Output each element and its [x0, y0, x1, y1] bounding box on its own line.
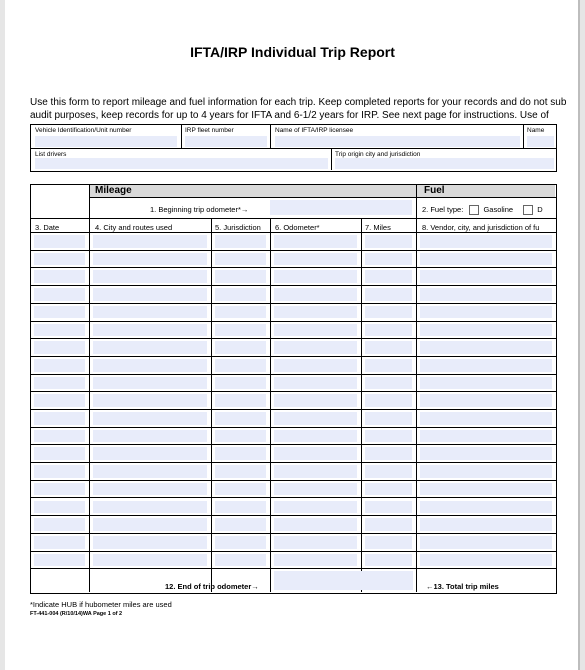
jurisdiction-cell[interactable]	[215, 270, 266, 283]
vehicle-id-field[interactable]	[35, 136, 177, 147]
form-id: FT-441-004 (R/10/14)WA Page 1 of 2	[30, 611, 123, 617]
miles-cell[interactable]	[365, 465, 412, 478]
origin-field[interactable]	[335, 158, 554, 169]
fuel-type-label: 2. Fuel type:	[422, 205, 464, 214]
miles-cell[interactable]	[365, 341, 412, 354]
total-miles-cell[interactable]	[365, 571, 412, 590]
odometer-cell[interactable]	[274, 554, 357, 567]
intro-line-1: Use this form to report mileage and fuel information for each trip. Keep completed reports for your records and do not sub	[30, 97, 567, 108]
city-routes-cell[interactable]	[93, 270, 207, 283]
odometer-cell[interactable]	[274, 341, 357, 354]
date-cell[interactable]	[34, 501, 85, 514]
date-cell[interactable]	[34, 554, 85, 567]
date-cell[interactable]	[34, 235, 85, 248]
vendor-cell[interactable]	[420, 359, 552, 372]
date-cell[interactable]	[34, 306, 85, 319]
city-routes-cell[interactable]	[93, 341, 207, 354]
odometer-cell[interactable]	[274, 235, 357, 248]
col-odometer: 6. Odometer*	[275, 223, 320, 232]
miles-cell[interactable]	[365, 253, 412, 266]
end-odometer-label: 12. End of trip odometer→	[165, 582, 259, 591]
col-jurisdiction: 5. Jurisdiction	[215, 223, 261, 232]
vendor-cell[interactable]	[420, 341, 552, 354]
date-cell[interactable]	[34, 394, 85, 407]
vendor-cell[interactable]	[420, 536, 552, 549]
miles-cell[interactable]	[365, 501, 412, 514]
odometer-cell[interactable]	[274, 253, 357, 266]
jurisdiction-cell[interactable]	[215, 430, 266, 443]
city-routes-cell[interactable]	[93, 377, 207, 390]
page-title: IFTA/IRP Individual Trip Report	[190, 44, 395, 60]
date-cell[interactable]	[34, 341, 85, 354]
vendor-cell[interactable]	[420, 306, 552, 319]
miles-cell[interactable]	[365, 447, 412, 460]
date-cell[interactable]	[34, 465, 85, 478]
vendor-cell[interactable]	[420, 253, 552, 266]
date-cell[interactable]	[34, 536, 85, 549]
vendor-cell[interactable]	[420, 518, 552, 531]
vendor-cell[interactable]	[420, 377, 552, 390]
footnote: *Indicate HUB if hubometer miles are used	[30, 600, 172, 609]
city-routes-cell[interactable]	[93, 306, 207, 319]
diesel-checkbox[interactable]	[523, 205, 533, 215]
col-date: 3. Date	[35, 223, 60, 232]
odometer-cell[interactable]	[274, 430, 357, 443]
miles-cell[interactable]	[365, 306, 412, 319]
gasoline-label: Gasoline	[483, 205, 514, 214]
jurisdiction-cell[interactable]	[215, 518, 266, 531]
odometer-cell[interactable]	[274, 270, 357, 283]
city-routes-cell[interactable]	[93, 554, 207, 567]
drivers-field[interactable]	[35, 158, 328, 169]
odometer-cell[interactable]	[274, 536, 357, 549]
date-cell[interactable]	[34, 359, 85, 372]
vendor-cell[interactable]	[420, 447, 552, 460]
date-cell[interactable]	[34, 377, 85, 390]
fuel-type-row	[422, 205, 543, 215]
odometer-cell[interactable]	[274, 288, 357, 301]
vendor-cell[interactable]	[420, 501, 552, 514]
vendor-cell[interactable]	[420, 430, 552, 443]
gasoline-checkbox[interactable]	[469, 205, 479, 215]
irp-fleet-label: IRP fleet number	[185, 127, 234, 134]
fuel-header	[417, 185, 555, 197]
miles-cell[interactable]	[365, 536, 412, 549]
vendor-cell[interactable]	[420, 324, 552, 337]
miles-cell[interactable]	[365, 270, 412, 283]
jurisdiction-cell[interactable]	[215, 359, 266, 372]
jurisdiction-cell[interactable]	[215, 341, 266, 354]
odometer-cell[interactable]	[274, 306, 357, 319]
name-field[interactable]	[527, 136, 554, 147]
date-cell[interactable]	[34, 430, 85, 443]
mileage-header	[89, 185, 416, 197]
mileage-label: Mileage	[95, 185, 132, 196]
miles-cell[interactable]	[365, 412, 412, 425]
col-vendor: 8. Vendor, city, and jurisdiction of fu	[422, 223, 540, 232]
jurisdiction-cell[interactable]	[215, 501, 266, 514]
vendor-cell[interactable]	[420, 483, 552, 496]
miles-cell[interactable]	[365, 235, 412, 248]
miles-cell[interactable]	[365, 554, 412, 567]
intro-text	[30, 96, 575, 122]
miles-cell[interactable]	[365, 324, 412, 337]
diesel-label: D	[537, 205, 543, 214]
date-cell[interactable]	[34, 270, 85, 283]
odometer-cell[interactable]	[274, 465, 357, 478]
origin-label: Trip origin city and jurisdiction	[335, 151, 421, 158]
date-cell[interactable]	[34, 324, 85, 337]
jurisdiction-cell[interactable]	[215, 536, 266, 549]
city-routes-cell[interactable]	[93, 253, 207, 266]
date-cell[interactable]	[34, 483, 85, 496]
beginning-odometer-label: 1. Beginning trip odometer*→	[150, 205, 249, 214]
date-cell[interactable]	[34, 518, 85, 531]
miles-cell[interactable]	[365, 430, 412, 443]
date-cell[interactable]	[34, 447, 85, 460]
city-routes-cell[interactable]	[93, 518, 207, 531]
odometer-cell[interactable]	[274, 359, 357, 372]
jurisdiction-cell[interactable]	[215, 465, 266, 478]
total-miles-label: ←13. Total trip miles	[426, 582, 499, 591]
city-routes-cell[interactable]	[93, 430, 207, 443]
date-cell[interactable]	[34, 253, 85, 266]
jurisdiction-cell[interactable]	[215, 377, 266, 390]
beginning-odometer-field[interactable]	[270, 200, 412, 215]
city-routes-cell[interactable]	[93, 235, 207, 248]
odometer-cell[interactable]	[274, 377, 357, 390]
miles-cell[interactable]	[365, 288, 412, 301]
city-routes-cell[interactable]	[93, 501, 207, 514]
jurisdiction-cell[interactable]	[215, 324, 266, 337]
date-cell[interactable]	[34, 412, 85, 425]
odometer-cell[interactable]	[274, 483, 357, 496]
odometer-cell[interactable]	[274, 394, 357, 407]
vendor-cell[interactable]	[420, 465, 552, 478]
miles-cell[interactable]	[365, 483, 412, 496]
intro-line-2: audit purposes, keep records for up to 4 years for IFTA and 6-1/2 years for IRP. See next page for instructions. Use of	[30, 110, 549, 121]
licensee-label: Name of IFTA/IRP licensee	[275, 127, 354, 134]
miles-cell[interactable]	[365, 359, 412, 372]
odometer-cell[interactable]	[274, 324, 357, 337]
jurisdiction-cell[interactable]	[215, 253, 266, 266]
vendor-cell[interactable]	[420, 412, 552, 425]
miles-cell[interactable]	[365, 518, 412, 531]
miles-cell[interactable]	[365, 394, 412, 407]
col-miles: 7. Miles	[365, 223, 391, 232]
jurisdiction-cell[interactable]	[215, 483, 266, 496]
odometer-cell[interactable]	[274, 447, 357, 460]
jurisdiction-cell[interactable]	[215, 235, 266, 248]
city-routes-cell[interactable]	[93, 465, 207, 478]
odometer-cell[interactable]	[274, 501, 357, 514]
vendor-cell[interactable]	[420, 288, 552, 301]
jurisdiction-cell[interactable]	[215, 394, 266, 407]
city-routes-cell[interactable]	[93, 288, 207, 301]
form-page	[5, 0, 580, 670]
irp-fleet-field[interactable]	[185, 136, 267, 147]
city-routes-cell[interactable]	[93, 447, 207, 460]
odometer-cell[interactable]	[274, 412, 357, 425]
vendor-cell[interactable]	[420, 235, 552, 248]
jurisdiction-cell[interactable]	[215, 447, 266, 460]
col-city-routes: 4. City and routes used	[95, 223, 173, 232]
jurisdiction-cell[interactable]	[215, 412, 266, 425]
licensee-field[interactable]	[275, 136, 520, 147]
odometer-cell[interactable]	[274, 518, 357, 531]
vendor-cell[interactable]	[420, 270, 552, 283]
miles-cell[interactable]	[365, 377, 412, 390]
city-routes-cell[interactable]	[93, 412, 207, 425]
name-label: Name	[527, 127, 545, 134]
drivers-label: List drivers	[35, 151, 67, 158]
city-routes-cell[interactable]	[93, 394, 207, 407]
city-routes-cell[interactable]	[93, 324, 207, 337]
jurisdiction-cell[interactable]	[215, 288, 266, 301]
jurisdiction-cell[interactable]	[215, 306, 266, 319]
vendor-cell[interactable]	[420, 554, 552, 567]
date-cell[interactable]	[34, 288, 85, 301]
city-routes-cell[interactable]	[93, 536, 207, 549]
vehicle-id-label: Vehicle Identification/Unit number	[35, 127, 132, 134]
city-routes-cell[interactable]	[93, 359, 207, 372]
jurisdiction-cell[interactable]	[215, 554, 266, 567]
vendor-cell[interactable]	[420, 394, 552, 407]
city-routes-cell[interactable]	[93, 483, 207, 496]
fuel-label: Fuel	[424, 185, 445, 196]
